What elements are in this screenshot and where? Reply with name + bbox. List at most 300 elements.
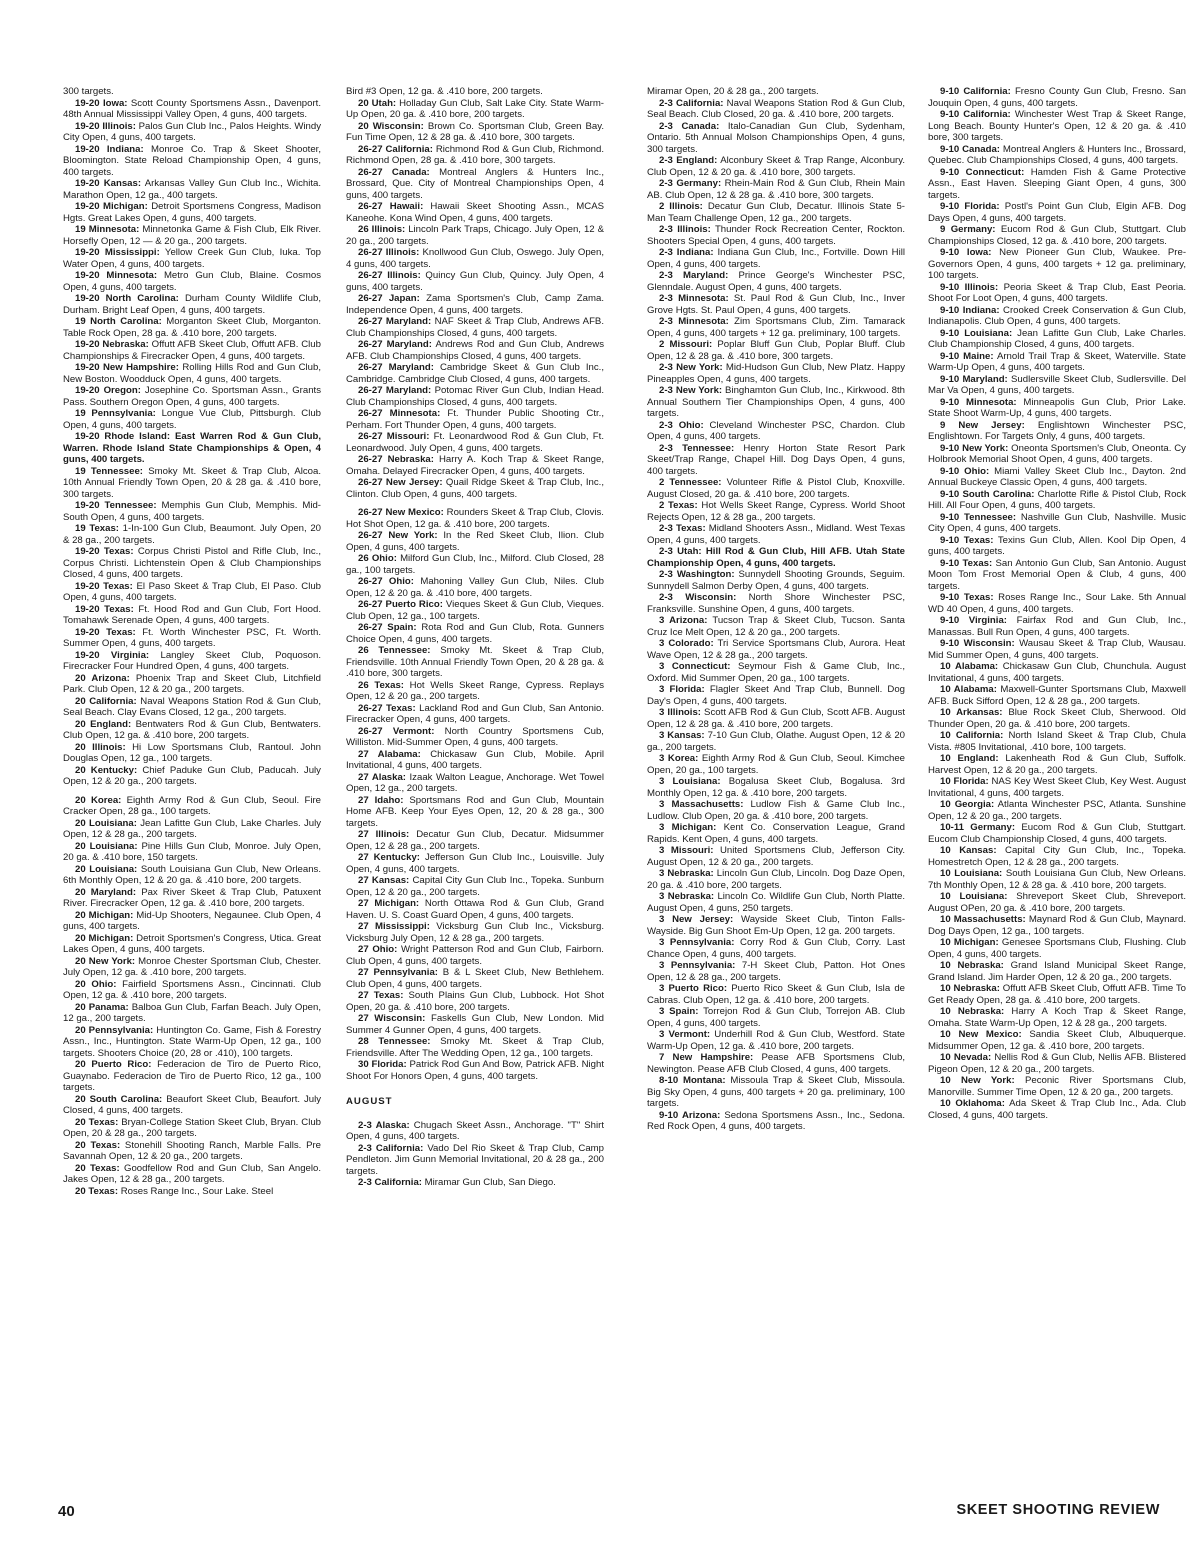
- shoot-listing: [928, 753, 1186, 776]
- shoot-listing: [647, 1052, 905, 1075]
- listing-details: Potomac River Gun Club, Indian Head. Club Championships Closed, 4 guns, 400 targets.: [346, 385, 604, 408]
- listing-state: Pennsylvania:: [88, 1024, 154, 1036]
- shoot-listing: [346, 726, 604, 749]
- listing-date-state: [358, 362, 434, 373]
- listing-date: 3: [659, 868, 665, 879]
- listing-date: 2: [659, 477, 665, 488]
- listing-date-state: [75, 247, 160, 258]
- listing-details: Chickasaw Gun Club, Mobile. April Invitational, 4 guns, 400 targets.: [346, 748, 604, 771]
- shoot-listing: [346, 1013, 604, 1036]
- listing-state: Japan:: [388, 293, 420, 304]
- listing-state: Louisiana:: [672, 776, 721, 787]
- listing-state: New York:: [676, 362, 723, 373]
- listing-date: 3: [659, 845, 665, 856]
- listing-date-state: [358, 1143, 423, 1154]
- listing-date-state: [358, 622, 417, 633]
- listing-details: Rolling Hills Rod and Gun Club, New Boston. Woodduck Open, 4 guns, 400 targets.: [63, 362, 321, 385]
- shoot-listing: [647, 891, 905, 914]
- shoot-listing: [346, 1120, 604, 1143]
- listing-state: Arizona:: [681, 1109, 721, 1121]
- listing-date: 3: [659, 707, 665, 718]
- shoot-listing: [346, 829, 604, 852]
- listing-date: 9-10: [940, 488, 960, 500]
- shoot-listing: [928, 960, 1186, 983]
- listing-date: 19-20: [75, 247, 100, 258]
- listing-state: California:: [963, 109, 1011, 120]
- listing-date-state: [358, 270, 421, 281]
- listing-date: 3: [659, 914, 665, 925]
- listing-details: Memphis Gun Club, Memphis. Mid-South Open, 4 guns, 400 targets.: [63, 500, 321, 523]
- shoot-listing: [63, 742, 321, 765]
- shoot-listing: [63, 270, 321, 293]
- listing-state: Florida:: [964, 201, 1000, 212]
- listing-details: Arkansas Valley Gun Club Inc., Wichita. Marathon Open, 12 ga., 400 targets.: [63, 178, 321, 201]
- listing-date-state: [358, 316, 431, 327]
- listing-date-state: [659, 385, 722, 396]
- listing-details: Winchester West Trap & Skeet Range, Long Beach. Bounty Hunter's Open, 12 & 20 ga. & .410 bore, 300 targets.: [928, 109, 1186, 143]
- listing-details: Milford Gun Club, Inc., Milford. Club Closed, 28 ga., 100 targets.: [346, 553, 604, 576]
- listing-state: Connecticut:: [671, 661, 731, 672]
- listing-date-state: [75, 98, 127, 109]
- page-number: 40: [58, 1503, 75, 1520]
- listing-state: New York:: [960, 1075, 1015, 1086]
- listing-date-state: [75, 818, 137, 829]
- shoot-listing: [63, 696, 321, 719]
- listing-date: 20: [75, 1185, 86, 1197]
- shoot-listing: [647, 477, 905, 500]
- listing-date-state: [358, 1177, 422, 1188]
- listing-state: Georgia:: [954, 799, 995, 810]
- listing-date-state: [358, 726, 434, 737]
- listing-date: 30: [358, 1059, 369, 1070]
- listing-details: Sudlersville Skeet Club, Sudlersville. Del Mar Va Open, 4 guns, 400 targets.: [928, 373, 1186, 396]
- listing-state: Canada:: [962, 143, 1000, 155]
- shoot-listing: [63, 581, 321, 604]
- listing-date-state: [659, 891, 714, 902]
- listing-details: North Island Skeet & Trap Club, Chula Vista. #805 Invitational, .410 bore, 100 targets.: [928, 730, 1186, 753]
- listing-state: Colorado:: [668, 638, 714, 649]
- listing-date: 19: [75, 224, 86, 235]
- listing-date: 9-10: [940, 86, 960, 97]
- listing-date-state: [358, 875, 409, 886]
- shoot-listing: [928, 535, 1186, 558]
- listing-details: United Sportsmens Club, Jefferson City. August Open, 12 & 20 ga., 200 targets.: [647, 845, 905, 868]
- listing-date-state: [659, 500, 698, 511]
- listing-date-state: [659, 960, 735, 971]
- listing-details: Corry Rod & Gun Club, Corry. Last Chance Open, 4 guns, 400 targets.: [647, 937, 905, 960]
- listing-date: 26-27: [358, 702, 383, 714]
- listing-state: Rhode Island:: [104, 431, 171, 442]
- shoot-listing: [346, 795, 604, 830]
- shoot-listing: [63, 933, 321, 956]
- listing-date: 2: [659, 500, 665, 511]
- listing-details: Blue Rock Skeet Club, Sherwood. Old Thunder Open, 20 ga. & .410 bore, 200 targets.: [928, 707, 1186, 730]
- shoot-listing: [647, 822, 905, 845]
- listing-date-state: [75, 696, 137, 707]
- shoot-listing: [346, 1143, 604, 1178]
- listing-date-state: [659, 684, 705, 695]
- listing-column-2: [346, 86, 604, 1471]
- shoot-listing: [928, 224, 1186, 247]
- listing-details: Faskells Gun Club, New London. Mid Summer 4 Gunner Open, 4 guns, 400 targets.: [346, 1013, 604, 1036]
- listing-date-state: [659, 822, 716, 833]
- listing-date: 19-20: [75, 385, 100, 396]
- listing-date: 20: [75, 1139, 86, 1151]
- listing-date: 2-3: [358, 1119, 372, 1131]
- listing-date-state: [75, 719, 131, 730]
- listing-date-state: [75, 1117, 118, 1128]
- listing-date: 19-20: [75, 431, 100, 442]
- listing-date-state: [940, 282, 998, 293]
- listing-details: Phoenix Trap and Skeet Club, Litchfield Park. Club Open, 12 & 20 ga., 200 targets.: [63, 672, 321, 695]
- listing-details: Prince George's Winchester PSC, Glenndale. August Open, 4 guns, 400 targets.: [647, 270, 905, 293]
- listing-state: New Mexico:: [958, 1029, 1022, 1040]
- listing-date: 2-3: [659, 120, 673, 132]
- listing-state: Indiana:: [676, 247, 714, 258]
- listing-details: Stonehill Shooting Ranch, Marble Falls. Pre Savannah Open, 12 & 20 ga., 200 targets.: [63, 1139, 321, 1162]
- shoot-listing: [346, 270, 604, 293]
- listing-date-state: [358, 829, 409, 840]
- shoot-listing: [346, 967, 604, 990]
- listing-date: 19: [75, 523, 86, 534]
- listing-date: 26-27: [358, 454, 383, 465]
- shoot-listing: [647, 98, 905, 121]
- listing-state: Korea:: [90, 794, 122, 806]
- listing-date-state: [940, 1029, 1022, 1040]
- listing-details: Bryan-College Station Skeet Club, Bryan. Club Open, 20 & 28 ga., 200 targets.: [63, 1116, 321, 1139]
- listing-details: South Plains Gun Club, Lubbock. Hot Shot Open, 20 ga. & .410 bore, 200 targets.: [346, 990, 604, 1013]
- shoot-listing: [63, 604, 321, 627]
- listing-details: Hi Low Sportsmans Club, Rantoul. John Douglas Open, 12 ga., 100 targets.: [63, 741, 321, 764]
- listing-date-state: [659, 661, 730, 672]
- listing-date-state: [659, 845, 713, 856]
- listing-state: Illinois:: [387, 270, 421, 281]
- shoot-listing: [647, 420, 905, 443]
- listing-state: Texas:: [374, 679, 404, 691]
- shoot-listing: [647, 362, 905, 385]
- shoot-listing: [647, 247, 905, 270]
- shoot-listing: [63, 673, 321, 696]
- listing-date: 19-20: [75, 546, 100, 557]
- listing-date-state: [940, 144, 1000, 155]
- shoot-listing: [63, 500, 321, 523]
- listing-details: Decatur Gun Club, Decatur. Illinois State 5-Man Team Challenge Open, 12 ga., 200 targets.: [647, 201, 905, 224]
- listing-date: 19-20: [75, 500, 100, 511]
- listing-details: Englishtown Winchester PSC, Englishtown. For Targets Only, 4 guns, 400 targets.: [928, 419, 1186, 442]
- listing-date: 2-3: [659, 155, 673, 166]
- listing-details: NAS Key West Skeet Club, Key West. August Invitational, 4 guns, 400 targets.: [928, 776, 1186, 799]
- listing-date-state: [940, 328, 1012, 339]
- shoot-listing: [346, 431, 604, 454]
- listing-state: Michigan:: [88, 909, 134, 921]
- listing-date: 26-27: [358, 201, 383, 212]
- listing-date-state: [940, 960, 1004, 971]
- listing-state: Louisiana:: [964, 327, 1013, 339]
- listing-date-state: [75, 546, 134, 557]
- listing-date-state: [940, 661, 998, 672]
- listing-details: Naval Weapons Station Rod & Gun Club, Seal Beach. Club Closed, 20 ga. & .410 bore, 200 targets.: [647, 97, 905, 120]
- listing-details: Vicksburg Gun Club Inc., Vicksburg. Vicksburg July Open, 12 & 28 ga., 200 targets.: [346, 921, 604, 944]
- listing-details: Seymour Fish & Game Club, Inc., Oxford. Mid Summer Open, 20 ga., 100 targets.: [647, 661, 905, 684]
- listing-details: Fairfield Sportsmens Assn., Cincinnati. Club Open, 12 ga. & .410 bore, 200 targets.: [63, 978, 321, 1001]
- shoot-listing: [928, 661, 1186, 684]
- listing-state: Texas:: [668, 500, 698, 511]
- listing-date: 10: [940, 983, 951, 994]
- listing-date-state: [75, 270, 157, 281]
- listing-state: Minnesota:: [88, 224, 140, 235]
- listing-date: 27: [358, 1013, 369, 1024]
- listing-details: Pease AFB Sportsmens Club, Newington. Pease AFB Club Closed, 4 guns, 400 targets.: [647, 1052, 905, 1075]
- listing-state: Vermont:: [668, 1029, 711, 1040]
- listing-date-state: [940, 443, 1008, 454]
- listing-state: Oklahoma:: [955, 1098, 1005, 1109]
- listing-details: Miramar Gun Club, San Diego.: [424, 1177, 556, 1188]
- listing-details: Maynard Rod & Gun Club, Maynard. Dog Days Open, 12 ga., 100 targets.: [928, 914, 1186, 937]
- listing-date: 26: [358, 553, 369, 564]
- listing-date: 10: [940, 661, 951, 672]
- shoot-listing: [63, 910, 321, 933]
- listing-date-state: [75, 1059, 151, 1070]
- shoot-listing: [346, 1059, 604, 1082]
- shoot-listing: [63, 385, 321, 408]
- listing-date-state: [358, 772, 406, 783]
- shoot-listing: [346, 1177, 604, 1189]
- listing-date: 20: [75, 764, 86, 776]
- listing-date: 26-27: [358, 477, 383, 488]
- listing-state: England:: [90, 718, 132, 730]
- listing-date: 2-3: [659, 362, 673, 373]
- shoot-listing: [346, 898, 604, 921]
- listing-state: Virginia:: [110, 649, 150, 661]
- listing-details: Alconbury Skeet & Trap Range, Alconbury. Club Open, 12 & 20 ga. & .410 bore, 300 targets.: [647, 155, 905, 178]
- listing-details: Josephine Co. Sportsman Assn., Grants Pass. Southern Oregon Open, 4 guns, 400 targets.: [63, 385, 321, 408]
- listing-date-state: [358, 599, 443, 610]
- listing-state: Germany:: [950, 224, 996, 235]
- listing-state: Texas:: [90, 1139, 121, 1151]
- listing-date-state: [659, 477, 722, 488]
- listing-date-state: [75, 910, 133, 921]
- shoot-listing: [647, 385, 905, 420]
- listing-date: 3: [659, 638, 665, 649]
- listing-date-state: [659, 1075, 726, 1086]
- listing-date-state: [940, 558, 992, 569]
- listing-details: Texins Gun Club, Allen. Kool Dip Open, 4 guns, 400 targets.: [928, 534, 1186, 557]
- listing-date-state: [358, 921, 430, 932]
- listing-state: Massachusetts:: [671, 799, 744, 810]
- listing-state: Michigan:: [103, 201, 148, 212]
- listing-state: Minnesota:: [678, 293, 729, 304]
- shoot-listing: [346, 454, 604, 477]
- listing-date-state: [659, 753, 698, 764]
- shoot-listing: [647, 753, 905, 776]
- listing-date-state: [75, 864, 137, 875]
- shoot-listing: [647, 914, 905, 937]
- shoot-listing: [346, 293, 604, 316]
- listing-date: 26-27: [358, 431, 383, 442]
- listing-date: 20: [75, 718, 86, 730]
- listing-date-state: [659, 914, 733, 925]
- listing-date: 3: [659, 684, 665, 695]
- listing-date-state: [75, 431, 170, 442]
- shoot-listing: [346, 86, 604, 98]
- listing-date: 10: [940, 753, 951, 764]
- listing-details: Offutt AFB Skeet Club, Offutt AFB. Time To Get Ready Open, 28 ga. & .410 bore, 200 targets.: [928, 983, 1186, 1006]
- listing-column-4: [928, 86, 1186, 1486]
- shoot-listing: [346, 749, 604, 772]
- listing-details: Decatur Gun Club, Decatur. Midsummer Open, 12 & 28 ga., 200 targets.: [346, 829, 604, 852]
- listing-details: East Warren Rod & Gun Club, Warren. Rhode Island State Championships & Open, 4 guns, 400 targets.: [63, 431, 321, 465]
- listing-details: Miramar Open, 20 & 28 ga., 200 targets.: [647, 86, 819, 97]
- listing-details: Shreveport Skeet Club, Shreveport. August OPen, 20 ga. & .410 bore, 200 targets.: [928, 891, 1186, 914]
- listing-date: 2-3: [659, 97, 673, 109]
- listing-date-state: [659, 178, 721, 189]
- listing-state: Michigan:: [953, 937, 999, 948]
- listing-state: New York:: [962, 442, 1009, 454]
- listing-details: Wright Patterson Rod and Gun Club, Fairborn. Club Open, 4 guns, 400 targets.: [346, 944, 604, 967]
- shoot-listing: [928, 1029, 1186, 1052]
- listing-date-state: [75, 1002, 129, 1013]
- shoot-listing: [647, 592, 905, 615]
- shoot-listing: [63, 201, 321, 224]
- listing-state: Tennessee:: [378, 1036, 431, 1047]
- listing-state: Louisiana:: [89, 840, 138, 852]
- listing-date-state: [358, 144, 433, 155]
- listing-details: Flagler Skeet And Trap Club, Bunnell. Dog Day's Open, 4 guns, 400 targets.: [647, 684, 905, 707]
- shoot-listing: [346, 408, 604, 431]
- listing-date: 20: [75, 794, 86, 806]
- shoot-listing: [346, 507, 604, 530]
- listing-details: Hamden Fish & Game Protective Assn., East Haven. Sleeping Giant Open, 4 guns, 300 targets.: [928, 166, 1186, 201]
- listing-state: New York:: [88, 955, 136, 967]
- listing-date-state: [659, 316, 729, 327]
- listing-date-state: [75, 201, 148, 212]
- shoot-listing: [63, 144, 321, 179]
- shoot-listing: [928, 512, 1186, 535]
- listing-date: 19-20: [75, 178, 100, 189]
- shoot-listing: [63, 650, 321, 673]
- listing-date: 3: [659, 960, 665, 971]
- listing-date: 10: [940, 684, 951, 695]
- listing-date-state: [358, 967, 438, 978]
- listing-date-state: [75, 604, 134, 615]
- listing-date: 2-3: [659, 569, 673, 580]
- listing-date-state: [659, 868, 714, 879]
- listing-details: Monroe Co. Trap & Skeet Shooter, Bloomington. State Reload Championship Open, 4 guns, 400 targets.: [63, 143, 321, 178]
- listing-state: Washington:: [676, 569, 735, 580]
- listing-date-state: [358, 795, 403, 806]
- listing-date: 19-20: [75, 143, 100, 155]
- shoot-listing: [63, 1186, 321, 1198]
- listing-details: Tri Service Sportsmans Club, Aurora. Heat Wave Open, 12 & 28 ga., 200 targets.: [647, 638, 905, 661]
- listing-details: Huntington Co. Game, Fish & Forestry Assn., Inc., Huntington. State Warm-Up Open, 12 ga., 100 targets. Shooters Choice (20, 28 or .410), 100 targets.: [63, 1024, 321, 1059]
- shoot-listing: [928, 891, 1186, 914]
- listing-details: Rota Rod and Gun Club, Rota. Gunners Choice Open, 4 guns, 400 targets.: [346, 622, 604, 645]
- listing-date-state: [358, 385, 431, 396]
- listing-date: 27: [358, 898, 369, 909]
- shoot-listing: [647, 546, 905, 569]
- listing-state: Arkansas:: [956, 707, 1003, 718]
- listing-state: Kansas:: [667, 730, 705, 741]
- shoot-listing: [63, 1140, 321, 1163]
- listing-details: 1-In-100 Gun Club, Beaumont. July Open, 20 & 28 ga., 200 targets.: [63, 523, 321, 546]
- shoot-listing: [346, 944, 604, 967]
- listing-details: Eighth Army Rod & Gun Club, Seoul. Fire Cracker Open, 28 ga., 100 targets.: [63, 794, 321, 817]
- listing-date-state: [358, 121, 424, 132]
- shoot-listing: [647, 316, 905, 339]
- listing-state: Germany:: [970, 822, 1016, 833]
- listing-date-state: [75, 673, 130, 684]
- listing-date: 19-20: [75, 626, 100, 638]
- listing-date: 28: [358, 1036, 369, 1047]
- listing-date-state: [940, 489, 1034, 500]
- listing-date-state: [940, 397, 1017, 408]
- listing-date-state: [358, 1120, 410, 1131]
- listing-date: 10: [940, 868, 951, 879]
- listing-date-state: [358, 167, 430, 178]
- listing-details: Detroit Sportsmen's Congress, Utica. Great Lakes Open, 4 guns, 400 targets.: [63, 932, 321, 955]
- listing-date: 27: [358, 748, 369, 760]
- shoot-listing: [647, 178, 905, 201]
- listing-state: Arizona:: [91, 672, 130, 684]
- listing-state: Illinois:: [667, 707, 701, 718]
- shoot-listing: [928, 822, 1186, 845]
- listing-date-state: [75, 1163, 120, 1174]
- listing-date-state: [358, 990, 403, 1001]
- listing-state: Maryland:: [388, 362, 434, 373]
- listing-date-state: [358, 898, 419, 909]
- listing-date-state: [940, 730, 1003, 741]
- shoot-listing: [63, 795, 321, 818]
- listing-state: Ohio:: [388, 576, 414, 587]
- listing-date-state: [75, 765, 137, 776]
- shoot-listing: [63, 1002, 321, 1025]
- shoot-listing: [346, 622, 604, 645]
- listing-details: Peconic River Sportsmans Club, Manorville. Summer Time Open, 12 & 20 ga., 200 targets.: [928, 1075, 1186, 1098]
- listing-state: Louisiana:: [954, 868, 1003, 879]
- listing-date-state: [659, 592, 736, 603]
- listing-state: Mississippi:: [104, 247, 160, 258]
- listing-state: Indiana:: [106, 143, 144, 155]
- shoot-listing: [63, 887, 321, 910]
- shoot-listing: [647, 707, 905, 730]
- shoot-listing: [63, 546, 321, 581]
- shoot-listing: [63, 1117, 321, 1140]
- listing-state: Illinois:: [371, 224, 406, 235]
- shoot-listing: [63, 1025, 321, 1060]
- listing-state: Texas:: [675, 523, 706, 534]
- listing-state: England:: [676, 155, 718, 166]
- listing-date-state: [659, 155, 717, 166]
- listing-date: 27: [358, 852, 369, 863]
- listing-details: Zama Sportsmen's Club, Camp Zama. Independence Open, 4 guns, 400 targets.: [346, 293, 604, 316]
- shoot-listing: [928, 684, 1186, 707]
- shoot-listing: [928, 983, 1186, 1006]
- shoot-listing: [63, 316, 321, 339]
- listing-date-state: [358, 749, 421, 760]
- listing-state: Alaska:: [371, 771, 406, 783]
- listing-date: 10-11: [940, 822, 965, 833]
- listing-details: Quincy Gun Club, Quincy. July Open, 4 guns, 400 targets.: [346, 270, 604, 293]
- listing-details: Federacion de Tiro de Puerto Rico, Guaynabo. Federacion de Tiro de Puerto Rico, 12 ga., 100 targets.: [63, 1059, 321, 1093]
- listing-details: Quail Ridge Skeet & Trap Club, Inc., Clinton. Club Open, 4 guns, 400 targets.: [346, 477, 604, 500]
- listing-state: North Carolina:: [90, 316, 162, 327]
- listing-date-state: [358, 431, 429, 442]
- listing-date: 10: [940, 1098, 951, 1109]
- shoot-listing: [63, 956, 321, 979]
- listing-details: Smoky Mt. Skeet & Trap Club, Friendsville. 10th Annual Friendly Town Open, 20 & 28 ga. & .410 bore, 300 targets.: [346, 645, 604, 679]
- listing-date: 10: [940, 1052, 951, 1063]
- listing-details: Mid-Hudson Gun Club, New Platz. Happy Pineapples Open, 4 guns, 400 targets.: [647, 362, 905, 385]
